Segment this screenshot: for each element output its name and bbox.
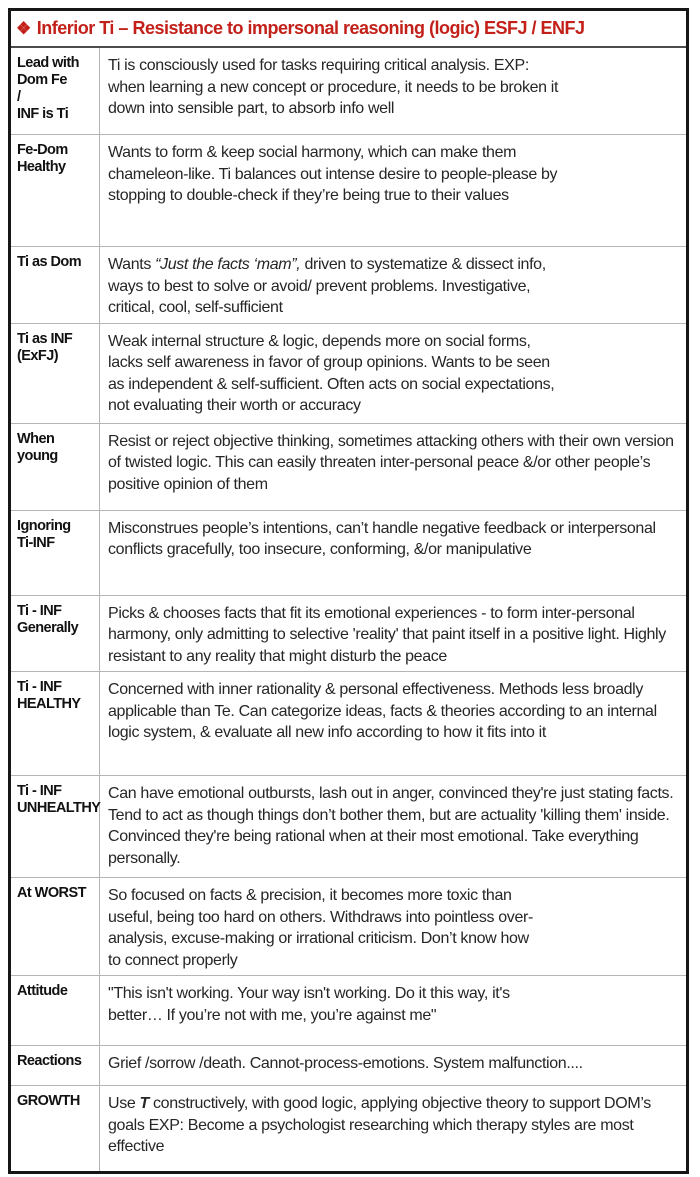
table-row — [11, 510, 686, 595]
jp-legend: P=S/N J= T/F — [575, 322, 603, 344]
table-row — [11, 877, 686, 975]
table-row — [11, 134, 686, 246]
function-oval-ni: Ni — [591, 101, 646, 127]
type-label: ESFJ — [575, 212, 611, 228]
function-oval-fe: Fe — [614, 224, 677, 253]
row-text: "This isn't working. Your way isn't working. Do it this way, it's better… If you’re not with me, you’re against me" — [108, 985, 510, 1024]
table-row — [11, 975, 686, 1045]
table-row — [11, 246, 686, 323]
row-text: Concerned with inner rationality & personal effectiveness. Methods less broadly applicable than Te. Can categorize ideas, facts & theories according to an internal logic system, & evaluate all new info according to how it fits into it — [108, 681, 657, 741]
type-label: ENFJ — [575, 56, 611, 72]
page-title: Inferior Ti – Resistance to impersonal reasoning (logic) ESFJ / ENFJ — [36, 18, 585, 38]
row-label: Ti - INF UNHEALTHY — [11, 776, 100, 877]
table-row — [11, 775, 686, 877]
row-label: Ti - INF HEALTHY — [11, 672, 100, 775]
done-label: DONE — [645, 968, 671, 978]
row-label: Attitude — [11, 976, 100, 1045]
row-text: Grief /sorrow /death. Cannot-process-emotions. System malfunction.... — [108, 1055, 583, 1072]
row-text: Misconstrues people’s intentions, can’t handle negative feedback or interpersonal conflicts gracefully, too insecure, conforming, &/or manipulative — [108, 519, 656, 558]
row-label: Fe-Dom Healthy — [11, 135, 100, 246]
table-row — [11, 323, 686, 423]
table-row — [11, 1045, 686, 1085]
row-text: Weak internal structure & logic, depends more on social forms, lacks self awareness in favor of group opinions. Wants to be seen as independent & self-sufficient. Often acts on social expectations, not evaluating their worth or accuracy — [108, 332, 555, 414]
table-row — [11, 423, 686, 510]
row-label: When young — [11, 424, 100, 510]
table-row — [11, 595, 686, 672]
row-label: Ti - INF Generally — [11, 596, 100, 672]
row-text: Wants to form & keep social harmony, which can make them chameleon-like. Ti balances out intense desire to people-please by stopping to double-check if they’re being true to their values — [108, 144, 558, 204]
function-oval-si: Si — [591, 257, 646, 283]
row-text: Can have emotional outbursts, lash out in anger, convinced they're just stating facts. Tend to act as though things don’t bother them, but are actuality 'killing them' inside. Convinced they're being rational when at their most emotional. Take everything personally. — [108, 785, 674, 867]
function-oval-ti: Ti — [609, 315, 637, 343]
question-mark: ? — [593, 938, 601, 953]
row-label: At WORST — [11, 878, 100, 975]
row-text: So focused on facts & precision, it becomes more toxic than useful, being too hard on others. Withdraws into pointless over-analysis, excuse-making or irrational criticism. Don’t know how to connect properly — [108, 887, 533, 969]
table-title-row — [11, 11, 686, 48]
document-table — [8, 8, 689, 1174]
function-oval-ti: Ti — [609, 159, 637, 187]
four-arrow-move-icon: ❖ — [16, 18, 31, 38]
row-text: Picks & chooses facts that fit its emotional experiences - to form inter-personal harmony, only admitting to selective 'reality' that paint itself in a positive light. Highly resistant to any reality that might disturb the peace — [108, 604, 666, 665]
row-text: Wants “Just the facts ‘mam”, driven to systematize & dissect info, ways to best to solve or avoid/ prevent problems. Investigative, critical, cool, self-sufficient — [108, 256, 546, 316]
row-label: Ignoring Ti-INF — [11, 511, 100, 595]
table-row — [11, 1085, 686, 1171]
table-row — [11, 48, 686, 134]
row-text: Use T constructively, with good logic, applying objective theory to support DOM’s goals EXP: Become a psychologist researching which therapy styles are most effective — [108, 1095, 651, 1155]
function-oval-se: Se — [621, 133, 672, 157]
table-rows — [11, 48, 686, 1171]
row-label: Reactions — [11, 1046, 100, 1085]
function-oval-ne: Ne — [621, 289, 672, 313]
ti-circle-label: Ti — [653, 919, 667, 936]
row-label: Ti as Dom — [11, 247, 100, 323]
row-label: Lead with Dom Fe / INF is Ti — [11, 48, 100, 134]
row-label: GROWTH — [11, 1086, 100, 1171]
function-oval-fe: Fe — [614, 68, 677, 97]
table-row — [11, 671, 686, 775]
well-label: WELL — [571, 963, 598, 973]
jp-legend: P=S/N J= T/F — [575, 166, 603, 188]
row-text: Ti is consciously used for tasks requiring critical analysis. EXP: when learning a new concept or procedure, it needs to be broken it down into sensible part, to absorb info well — [108, 57, 559, 117]
row-text: Resist or reject objective thinking, sometimes attacking others with their own version of twisted logic. This can easily threaten inter-personal peace &/or other people’s positive opinion of them — [108, 432, 674, 493]
row-label: Ti as INF (ExFJ) — [11, 324, 100, 423]
